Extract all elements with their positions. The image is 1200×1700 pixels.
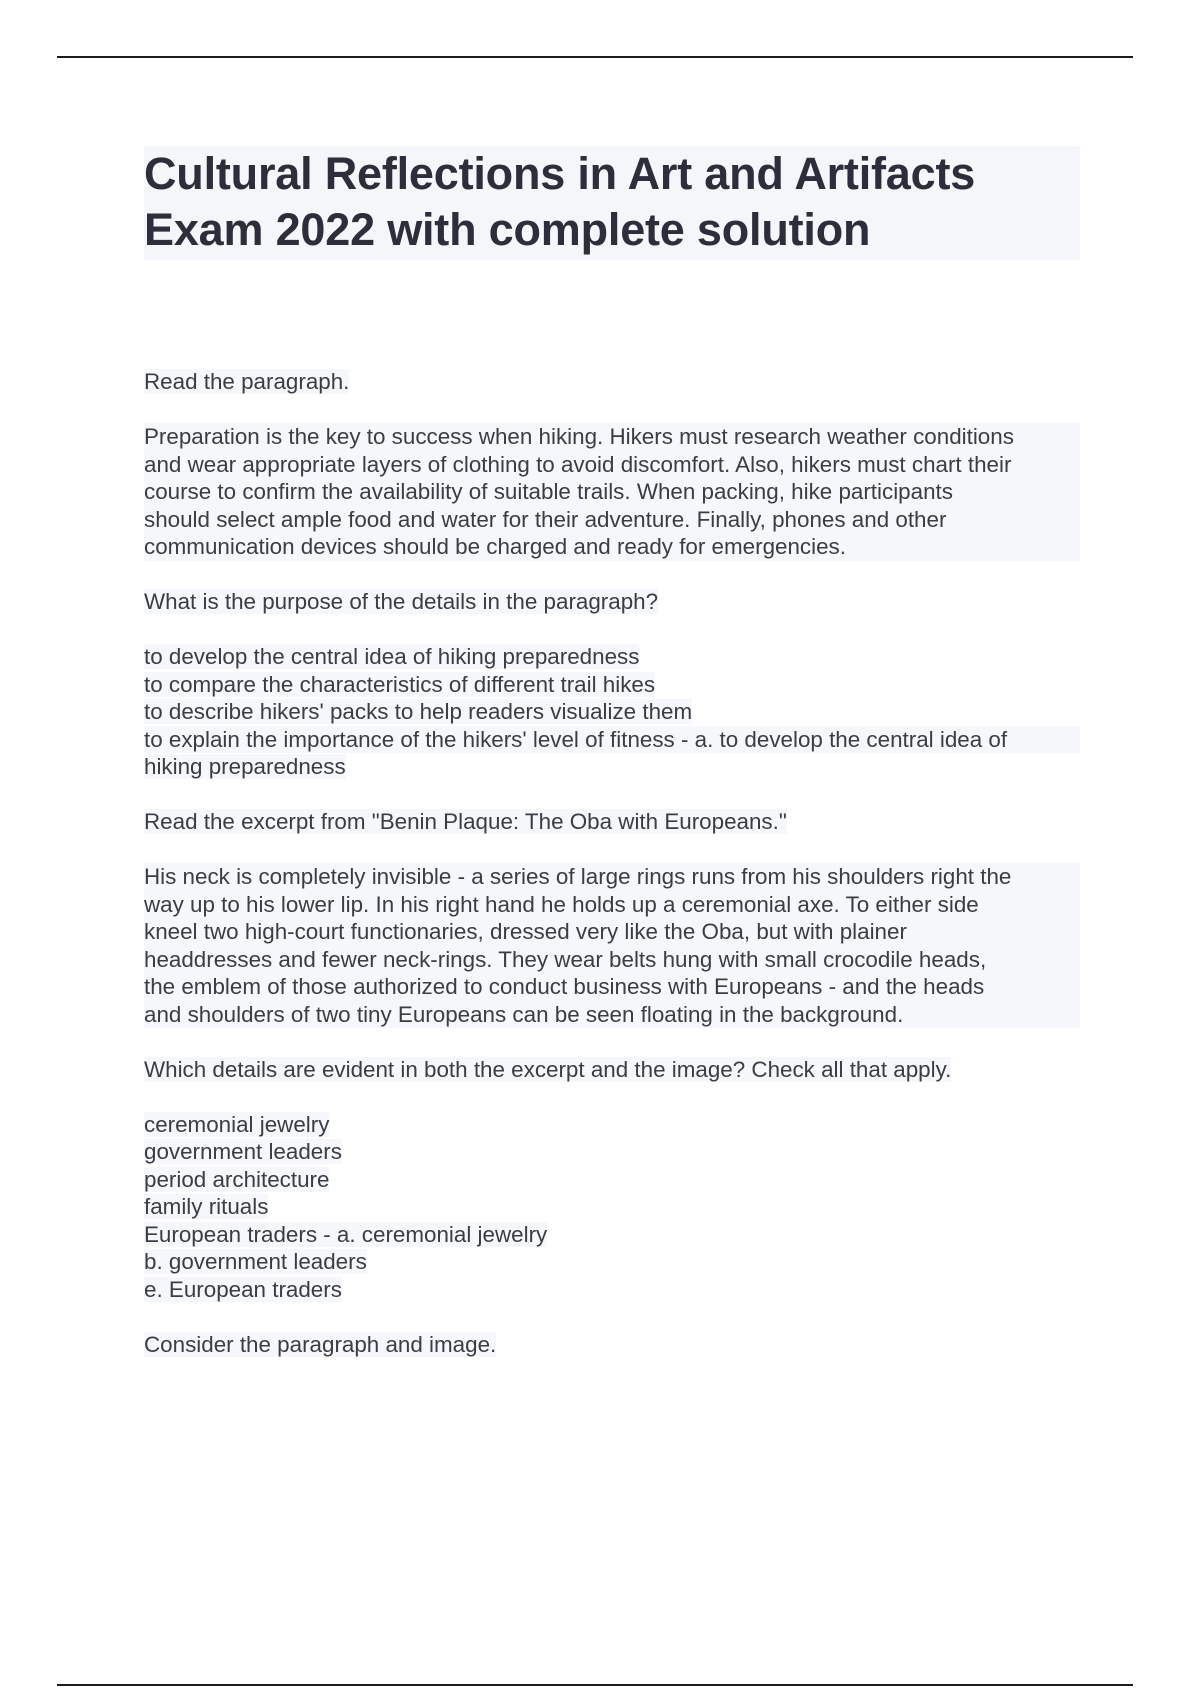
q2-passage xyxy=(144,863,1080,1028)
option-line: to explain the importance of the hikers' level of fitness - a. to develop the central idea of xyxy=(144,726,1080,754)
top-rule xyxy=(57,56,1133,58)
option-line: to describe hikers' packs to help readers visualize them xyxy=(144,699,693,724)
bottom-rule xyxy=(57,1684,1133,1686)
option-line: to compare the characteristics of different trail hikes xyxy=(144,671,656,697)
title-line: Exam 2022 with complete solution xyxy=(144,204,871,255)
q1-options xyxy=(144,643,1080,781)
title-line: Cultural Reflections in Art and Artifacts xyxy=(144,148,976,199)
q2-question: Which details are evident in both the excerpt and the image? Check all that apply. xyxy=(144,1056,952,1082)
passage-line: the emblem of those authorized to conduct business with Europeans - and the heads xyxy=(144,973,1080,1001)
passage-line: kneel two high-court functionaries, dressed very like the Oba, but with plainer xyxy=(144,918,1080,946)
passage-line: way up to his lower lip. In his right hand he holds up a ceremonial axe. To either side xyxy=(144,891,1080,919)
passage-line: and shoulders of two tiny Europeans can be seen floating in the background. xyxy=(144,1001,1080,1029)
passage-line: His neck is completely invisible - a series of large rings runs from his shoulders right the xyxy=(144,863,1080,891)
passage-line: and wear appropriate layers of clothing to avoid discomfort. Also, hikers must chart their xyxy=(144,451,1080,479)
q3-instruction: Consider the paragraph and image. xyxy=(144,1331,497,1357)
option-line: government leaders xyxy=(144,1139,342,1164)
q2-instruction: Read the excerpt from "Benin Plaque: The Oba with Europeans." xyxy=(144,809,787,834)
option-line: hiking preparedness xyxy=(144,754,346,779)
passage-line: communication devices should be charged and ready for emergencies. xyxy=(144,533,1080,561)
q1-passage xyxy=(144,423,1080,561)
option-line: e. European traders xyxy=(144,1276,342,1302)
q1-question: What is the purpose of the details in the paragraph? xyxy=(144,589,659,614)
option-line: b. government leaders xyxy=(144,1249,367,1274)
option-line: family rituals xyxy=(144,1194,269,1219)
option-line: period architecture xyxy=(144,1166,330,1192)
passage-line: headdresses and fewer neck-rings. They wear belts hung with small crocodile heads, xyxy=(144,946,1080,974)
passage-line: should select ample food and water for their adventure. Finally, phones and other xyxy=(144,506,1080,534)
passage-line: course to confirm the availability of suitable trails. When packing, hike participants xyxy=(144,478,1080,506)
document-body xyxy=(144,368,1080,1358)
option-line: European traders - a. ceremonial jewelry xyxy=(144,1221,548,1247)
option-line: to develop the central idea of hiking preparedness xyxy=(144,644,640,669)
document-content xyxy=(144,146,1080,1386)
q2-options xyxy=(144,1111,1080,1304)
option-line: ceremonial jewelry xyxy=(144,1111,330,1137)
q1-instruction: Read the paragraph. xyxy=(144,369,350,394)
document-title xyxy=(144,146,1080,260)
passage-line: Preparation is the key to success when hiking. Hikers must research weather conditions xyxy=(144,423,1080,451)
